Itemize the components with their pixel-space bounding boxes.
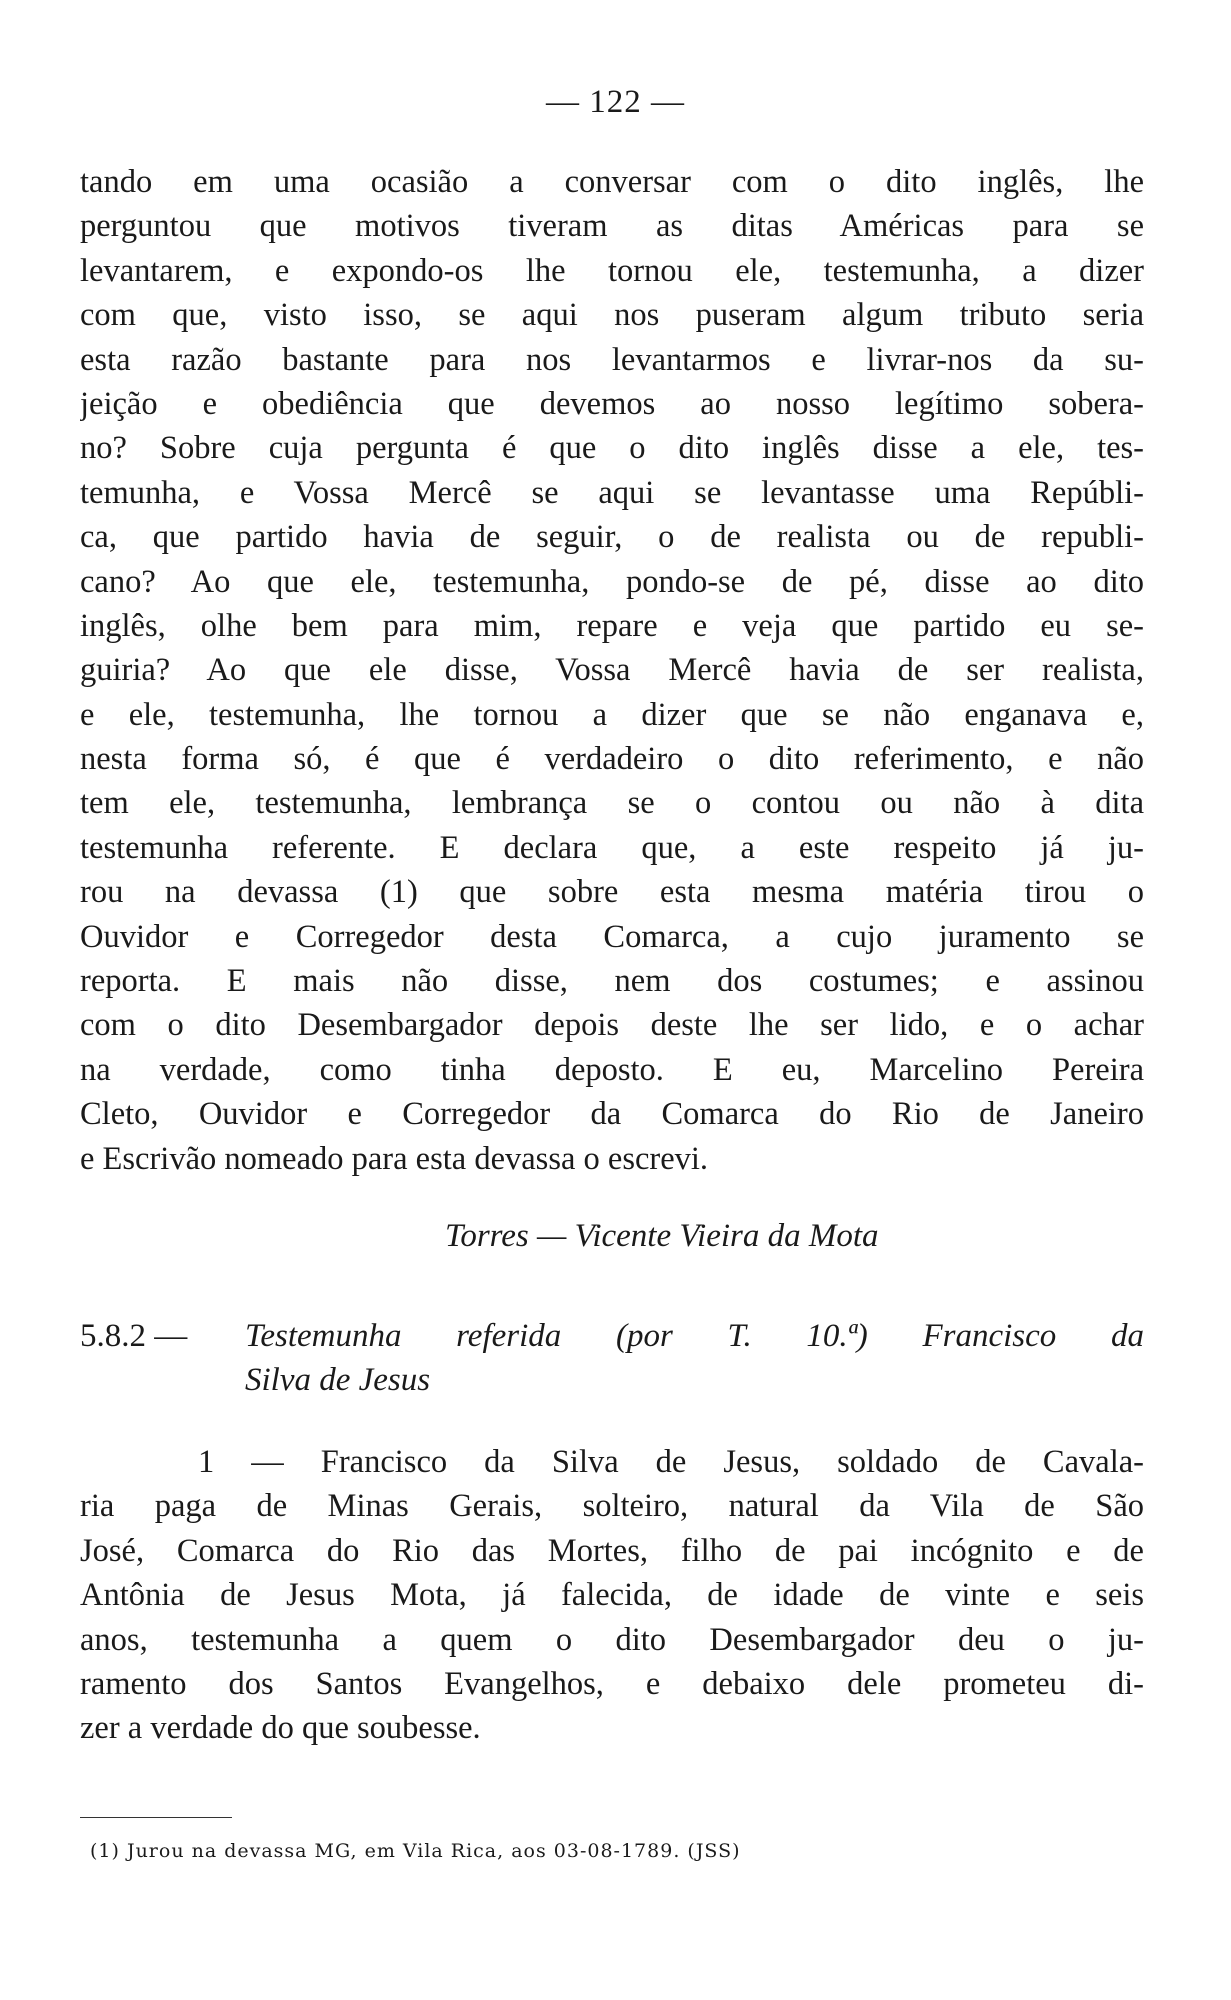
signature-line: Torres — Vicente Vieira da Mota (445, 1218, 879, 1254)
text-line: perguntou que motivos tiveram as ditas Américas para se (80, 208, 1144, 245)
paragraph-1 (80, 160, 1144, 1181)
text-line: cano? Ao que ele, testemunha, pondo-se de pé, disse ao dito (80, 563, 1144, 600)
text-line: no? Sobre cuja pergunta é que o dito inglês disse a ele, tes- (80, 430, 1144, 467)
text-line: rou na devassa (1) que sobre esta mesma matéria tirou o (80, 874, 1144, 911)
text-line: e Escrivão nomeado para esta devassa o escrevi. (80, 1140, 709, 1177)
text-line: guiria? Ao que ele disse, Vossa Mercê havia de ser realista, (80, 652, 1144, 689)
text-line: ria paga de Minas Gerais, solteiro, natural da Vila de São (80, 1488, 1144, 1525)
text-line: tando em uma ocasião a conversar com o dito inglês, lhe (80, 164, 1144, 200)
text-line: ca, que partido havia de seguir, o de realista ou de republi- (80, 519, 1144, 556)
text-line: com o dito Desembargador depois deste lhe ser lido, e o achar (80, 1007, 1144, 1044)
text-line: reporta. E mais não disse, nem dos costumes; e assinou (80, 963, 1144, 1000)
text-line: zer a verdade do que soubesse. (80, 1710, 481, 1747)
text-line: esta razão bastante para nos levantarmos e livrar-nos da su- (80, 341, 1144, 378)
text-line: na verdade, como tinha deposto. E eu, Marcelino Pereira (80, 1051, 1144, 1088)
text-line: Cleto, Ouvidor e Corregedor da Comarca do Rio de Janeiro (80, 1096, 1144, 1133)
text-line: temunha, e Vossa Mercê se aqui se levantasse uma Repúbli- (80, 474, 1144, 511)
text-line: José, Comarca do Rio das Mortes, filho de pai incógnito e de (80, 1532, 1144, 1569)
text-line: ramento dos Santos Evangelhos, e debaixo dele prometeu di- (80, 1665, 1144, 1702)
footnote-divider (80, 1817, 232, 1818)
text-line: nesta forma só, é que é verdadeiro o dito referimento, e não (80, 741, 1144, 778)
text-line: testemunha referente. E declara que, a este respeito já ju- (80, 829, 1144, 866)
text-line: levantarem, e expondo-os lhe tornou ele, testemunha, a dizer (80, 252, 1144, 289)
text-line: e ele, testemunha, lhe tornou a dizer que se não enganava e, (80, 696, 1144, 733)
text-line: 1 — Francisco da Silva de Jesus, soldado de Cavala- (198, 1444, 1144, 1480)
text-line: Antônia de Jesus Mota, já falecida, de idade de vinte e seis (80, 1577, 1144, 1614)
text-line: com que, visto isso, se aqui nos puseram algum tributo seria (80, 297, 1144, 334)
text-line: jeição e obediência que devemos ao nosso legítimo sobera- (80, 385, 1144, 422)
section-title-line: Testemunha referida (por T. 10.ª) Francisco da (245, 1318, 1144, 1354)
page-number: — 122 — (546, 84, 685, 120)
paragraph-2 (80, 1440, 1144, 1751)
text-line: inglês, olhe bem para mim, repare e veja que partido eu se- (80, 607, 1144, 644)
text-line: tem ele, testemunha, lembrança se o contou ou não à dita (80, 785, 1144, 822)
section-title-line: Silva de Jesus (245, 1362, 431, 1398)
text-line: Ouvidor e Corregedor desta Comarca, a cujo juramento se (80, 918, 1144, 955)
footnote: (1) Jurou na devassa MG, em Vila Rica, aos 03-08-1789. (JSS) (90, 1840, 741, 1862)
text-line: anos, testemunha a quem o dito Desembargador deu o ju- (80, 1621, 1144, 1658)
section-number: 5.8.2 — (80, 1318, 188, 1354)
